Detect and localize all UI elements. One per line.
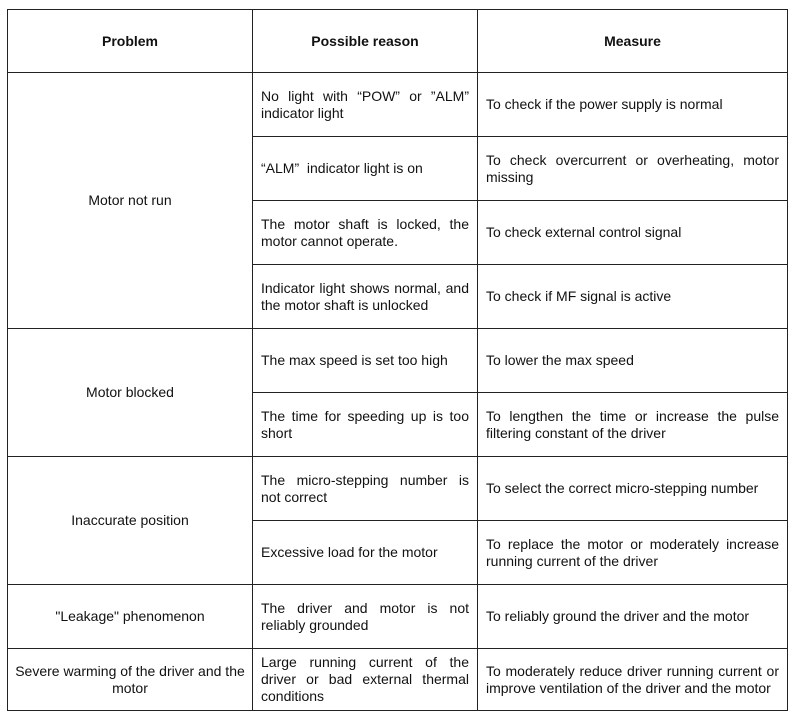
header-measure: Measure <box>478 10 788 73</box>
reason-cell: “ALM” indicator light is on <box>253 137 478 201</box>
problem-cell: Inaccurate position <box>8 457 253 585</box>
measure-cell: To lengthen the time or increase the pulse filtering constant of the driver <box>478 393 788 457</box>
table-row <box>8 73 788 137</box>
header-problem: Problem <box>8 10 253 73</box>
measure-cell: To check external control signal <box>478 201 788 265</box>
reason-cell: No light with “POW” or ”ALM” indicator light <box>253 73 478 137</box>
measure-cell: To reliably ground the driver and the motor <box>478 585 788 649</box>
troubleshooting-table-container <box>7 9 788 711</box>
measure-cell: To lower the max speed <box>478 329 788 393</box>
troubleshooting-table <box>7 9 788 711</box>
measure-cell: To check overcurrent or overheating, motor missing <box>478 137 788 201</box>
reason-cell: The max speed is set too high <box>253 329 478 393</box>
reason-cell: The driver and motor is not reliably grounded <box>253 585 478 649</box>
reason-cell: Large running current of the driver or bad external thermal conditions <box>253 649 478 711</box>
problem-cell: Severe warming of the driver and the motor <box>8 649 253 711</box>
reason-cell: Excessive load for the motor <box>253 521 478 585</box>
measure-cell: To moderately reduce driver running current or improve ventilation of the driver and the motor <box>478 649 788 711</box>
table-row <box>8 457 788 521</box>
problem-cell: Motor not run <box>8 73 253 329</box>
table-row <box>8 649 788 711</box>
reason-cell: Indicator light shows normal, and the motor shaft is unlocked <box>253 265 478 329</box>
table-row <box>8 329 788 393</box>
measure-cell: To replace the motor or moderately increase running current of the driver <box>478 521 788 585</box>
reason-cell: The micro-stepping number is not correct <box>253 457 478 521</box>
table-row <box>8 585 788 649</box>
header-row <box>8 10 788 73</box>
measure-cell: To check if MF signal is active <box>478 265 788 329</box>
header-possible-reason: Possible reason <box>253 10 478 73</box>
problem-cell: "Leakage" phenomenon <box>8 585 253 649</box>
reason-cell: The motor shaft is locked, the motor cannot operate. <box>253 201 478 265</box>
measure-cell: To check if the power supply is normal <box>478 73 788 137</box>
measure-cell: To select the correct micro-stepping number <box>478 457 788 521</box>
reason-cell: The time for speeding up is too short <box>253 393 478 457</box>
problem-cell: Motor blocked <box>8 329 253 457</box>
